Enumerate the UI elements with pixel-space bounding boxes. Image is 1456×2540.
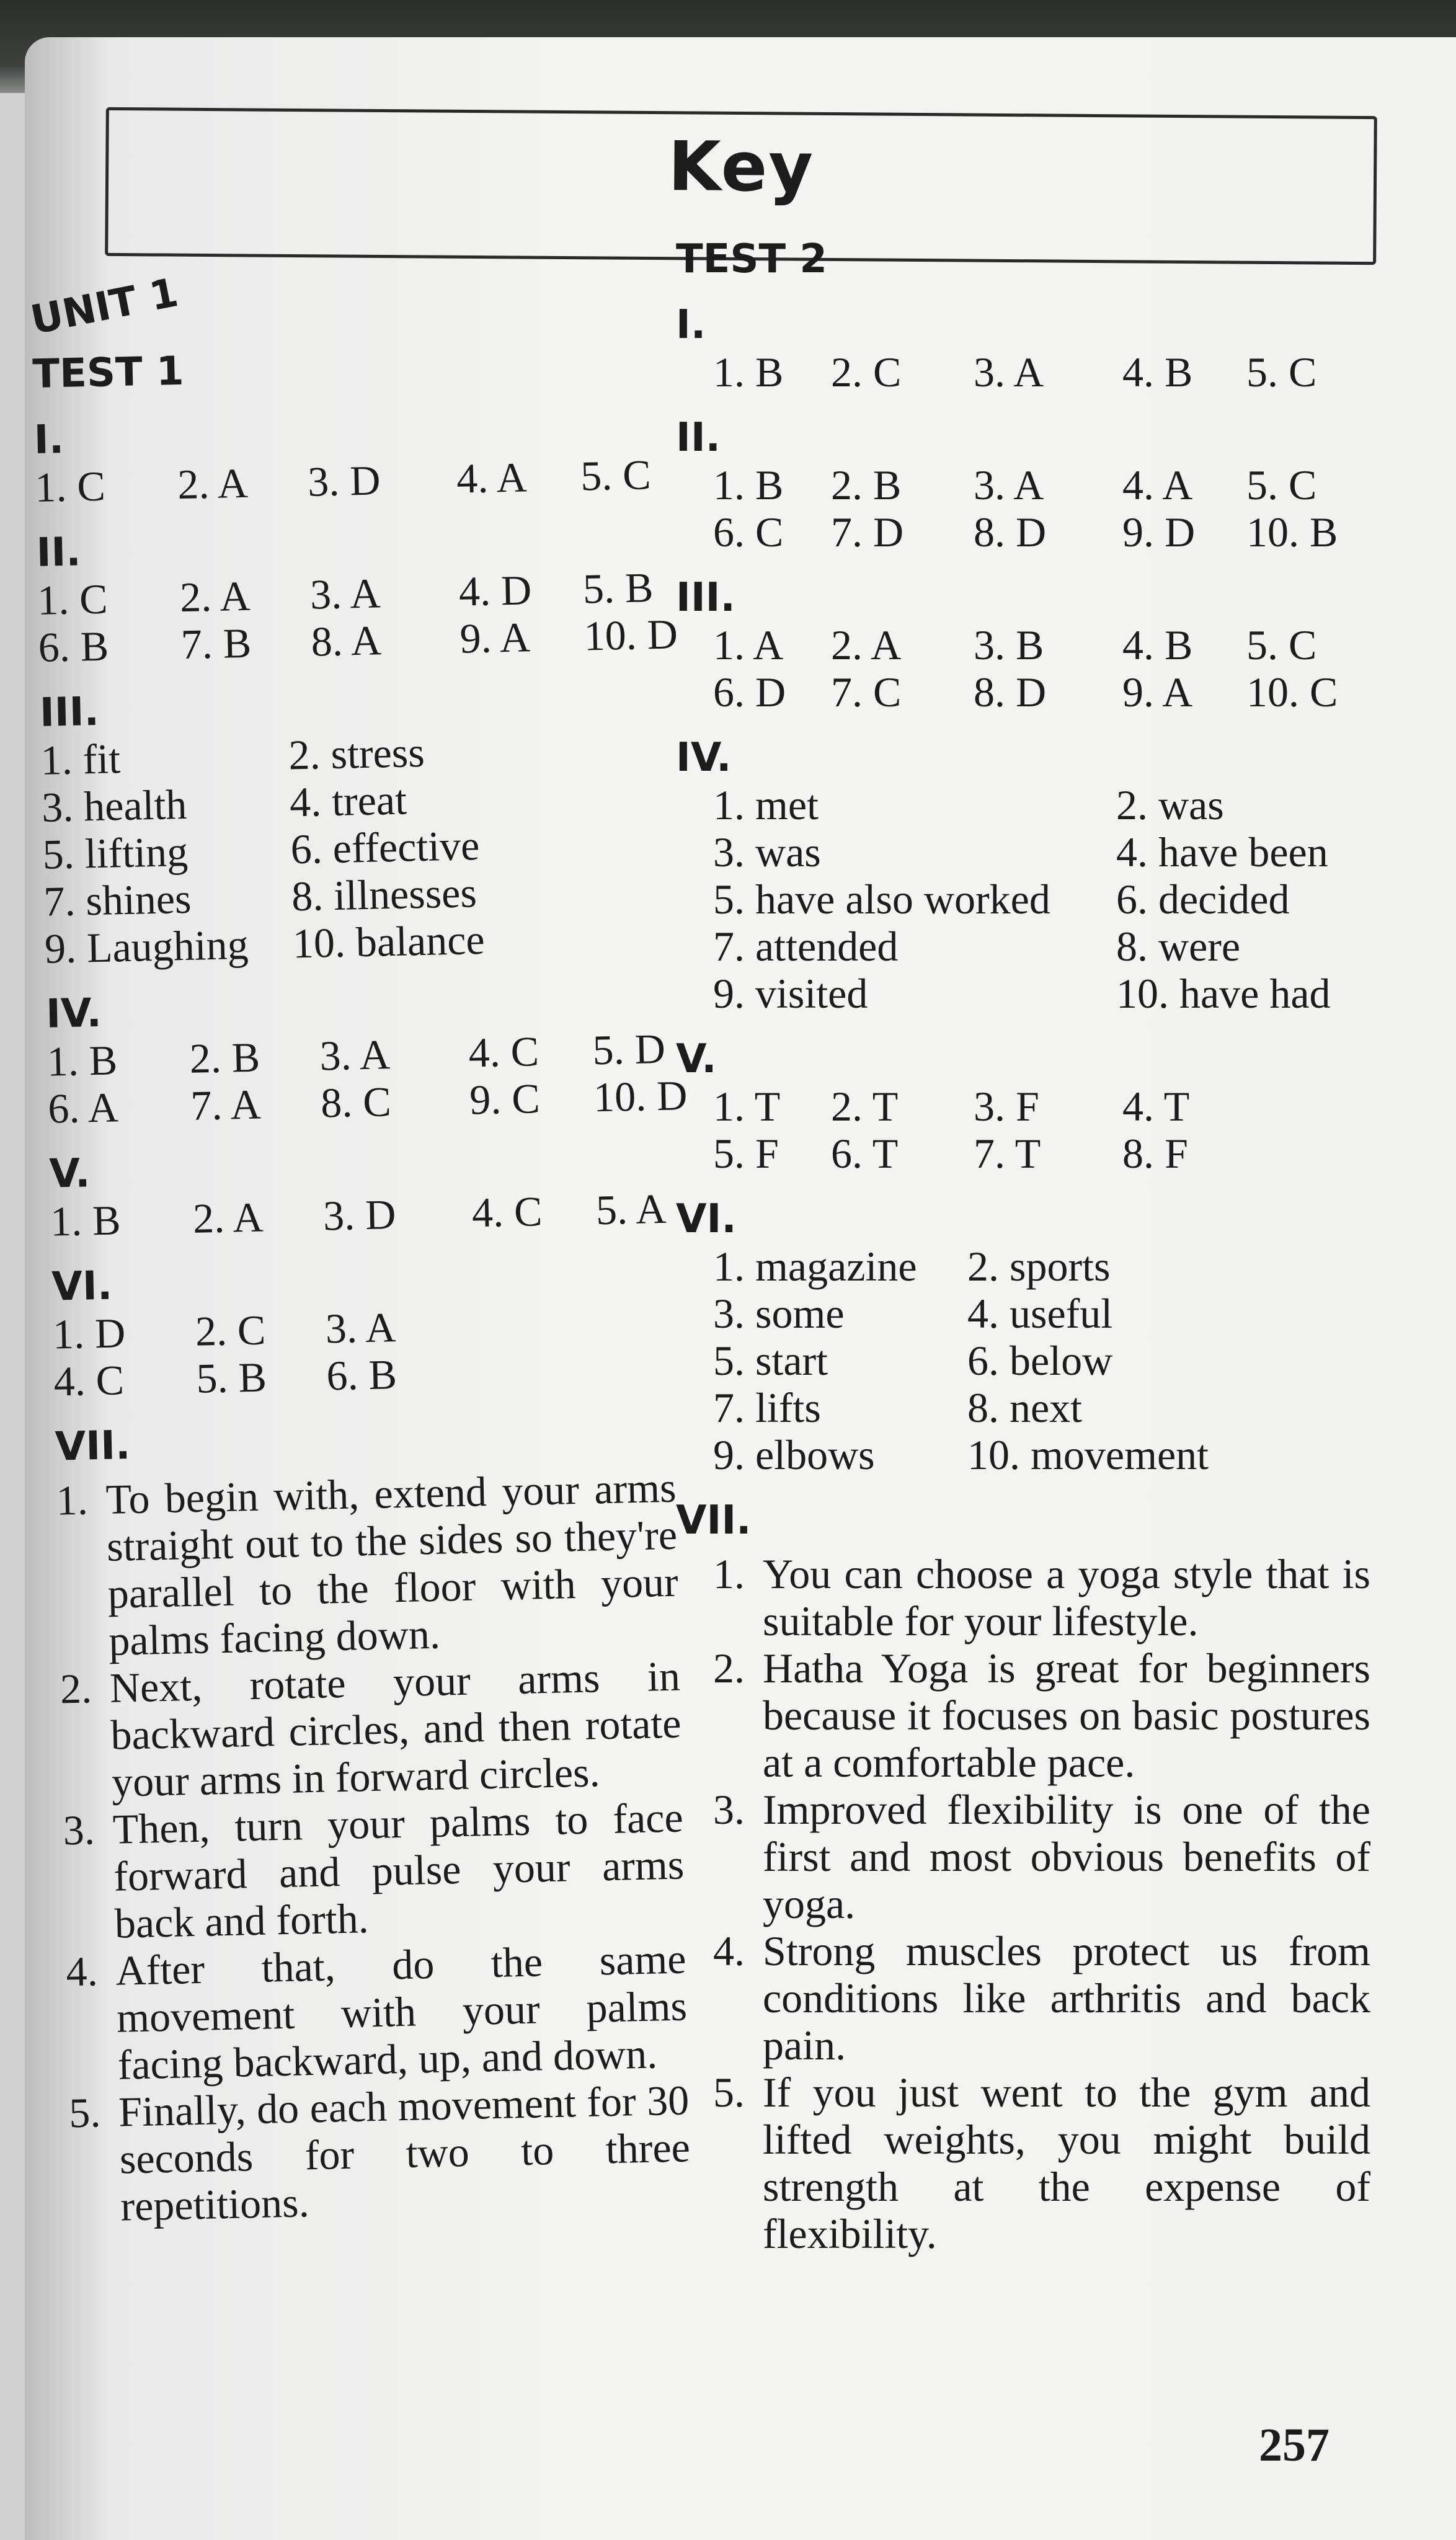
answer: 7. T	[974, 1130, 1041, 1177]
answer: 8. illnesses	[291, 869, 477, 920]
left-column	[27, 270, 691, 2231]
answer: 3. some	[713, 1290, 845, 1337]
answer: 4. A	[1122, 461, 1193, 508]
answer: 6. B	[38, 622, 109, 671]
answer: 5. F	[713, 1130, 779, 1177]
answer-row	[676, 1130, 1370, 1177]
answer: 8. D	[974, 508, 1047, 556]
answer: 7. attended	[713, 923, 899, 970]
section-heading: IV.	[45, 990, 102, 1037]
section-v	[676, 1036, 1370, 1177]
answer: 4. have been	[1116, 828, 1328, 876]
item-text: To begin with, extend your arms straight out to the sides so they're parallel to the floor with your palms facing down.	[105, 1463, 679, 1664]
answer: 1. T	[713, 1083, 781, 1130]
answer: 4. C	[53, 1356, 125, 1405]
item-number: 2.	[713, 1645, 745, 1692]
answer: 6. decided	[1116, 876, 1290, 923]
section-iv	[45, 978, 688, 1132]
answer-row	[676, 970, 1370, 1017]
answer: 6. B	[326, 1351, 397, 1400]
item-text: Finally, do each movement for 30 seconds for two to three repetitions.	[118, 2076, 691, 2230]
answer: 3. F	[974, 1083, 1039, 1130]
answer: 5. C	[1246, 349, 1317, 396]
answer-row	[676, 1243, 1370, 1290]
item-text: Strong muscles protect us from conditions like arthritis and back pain.	[763, 1927, 1370, 2069]
answer: 4. T	[1122, 1083, 1190, 1130]
answer: 8. next	[967, 1384, 1083, 1431]
answer: 5. B	[195, 1353, 267, 1402]
answer: 1. B	[50, 1196, 122, 1245]
answer: 4. useful	[967, 1290, 1113, 1337]
answer: 9. visited	[713, 970, 868, 1017]
item-number: 4.	[713, 1927, 745, 1974]
section-heading: VII.	[676, 1498, 752, 1543]
answer: 3. A	[974, 461, 1044, 508]
answer: 2. A	[192, 1193, 264, 1242]
answer: 1. B	[713, 461, 784, 508]
answer: 1. magazine	[713, 1243, 917, 1290]
answer: 3. D	[307, 456, 381, 505]
answer: 4. B	[1122, 349, 1193, 396]
answer: 5. start	[713, 1337, 828, 1384]
answer: 7. shines	[43, 874, 192, 925]
answer: 9. Laughing	[44, 920, 249, 972]
item-number: 1.	[55, 1476, 89, 1524]
answer: 4. C	[468, 1028, 539, 1077]
answer: 3. was	[713, 828, 821, 876]
answer: 7. B	[180, 619, 252, 668]
answer: 5. C	[1246, 461, 1317, 508]
section-heading: VI.	[51, 1263, 113, 1310]
answer: 10. B	[1246, 508, 1338, 556]
section-heading: II.	[35, 529, 82, 576]
answer: 6. D	[713, 668, 786, 716]
list-item	[60, 1653, 683, 1807]
section-heading: III.	[39, 688, 100, 736]
answer: 5. B	[582, 564, 654, 613]
answer-row	[676, 781, 1370, 828]
section-ii	[676, 414, 1370, 556]
list-item	[66, 1935, 689, 2089]
answer: 7. D	[831, 508, 904, 556]
item-text: Then, turn your palms to face forward and pulse your arms back and forth.	[112, 1793, 685, 1947]
answer: 2. B	[831, 461, 902, 508]
list-item	[69, 2076, 692, 2231]
test-heading: TEST 1	[32, 348, 185, 397]
answer: 10. have had	[1116, 970, 1331, 1017]
answer: 8. C	[320, 1078, 392, 1127]
answer: 3. A	[974, 349, 1044, 396]
answer: 10. balance	[292, 915, 486, 967]
answer: 3. A	[325, 1303, 397, 1352]
list-item	[63, 1794, 686, 1948]
section-heading: II.	[676, 415, 721, 461]
answer: 5. D	[592, 1024, 666, 1074]
unit-heading: UNIT 1	[27, 270, 182, 344]
answer: 6. T	[831, 1130, 899, 1177]
answer: 2. A	[177, 459, 249, 508]
answer-row	[676, 668, 1370, 716]
section-vii	[676, 1497, 1370, 2257]
list-item	[56, 1464, 680, 1666]
section-vii	[55, 1411, 691, 2231]
answer: 2. C	[195, 1306, 267, 1355]
section-i	[676, 301, 1370, 396]
answer: 8. were	[1116, 923, 1241, 970]
answer: 2. T	[831, 1083, 899, 1130]
answer-row	[676, 923, 1370, 970]
answer: 8. D	[974, 668, 1047, 716]
answer: 1. A	[713, 621, 784, 668]
answer: 4. B	[1122, 621, 1193, 668]
answer: 6. C	[713, 508, 784, 556]
section-i	[33, 404, 655, 511]
answer: 10. movement	[967, 1431, 1209, 1478]
section-heading: VI.	[676, 1196, 737, 1242]
answer: 3. A	[309, 569, 381, 618]
answer: 3. B	[974, 621, 1044, 668]
page-number: 257	[1259, 2419, 1329, 2471]
item-number: 2.	[60, 1664, 92, 1713]
answer: 4. A	[456, 453, 528, 502]
answer: 8. A	[310, 616, 382, 665]
answer: 9. elbows	[713, 1431, 875, 1478]
section-vi	[676, 1196, 1370, 1478]
answer: 2. stress	[288, 728, 425, 779]
item-number: 5.	[68, 2089, 102, 2137]
answer: 5. C	[1246, 621, 1317, 668]
section-iii	[39, 677, 665, 972]
item-number: 3.	[62, 1806, 95, 1854]
section-iv	[676, 734, 1370, 1017]
section-heading: I.	[676, 302, 706, 348]
answer: 6. below	[967, 1337, 1113, 1384]
answer: 2. B	[189, 1033, 260, 1082]
section-ii	[35, 517, 678, 671]
answer: 3. A	[319, 1031, 391, 1080]
answer: 5. have also worked	[713, 876, 1050, 923]
section-heading: III.	[676, 575, 735, 621]
item-text: After that, do the same movement with your palms facing backward, up, and down.	[115, 1935, 688, 2089]
answer: 8. F	[1122, 1130, 1188, 1177]
answer: 1. met	[713, 781, 819, 828]
item-number: 3.	[713, 1786, 745, 1833]
sentence-list	[676, 1550, 1370, 2257]
answer-row	[676, 1384, 1370, 1431]
answer: 6. A	[47, 1083, 119, 1132]
answer: 2. A	[179, 572, 251, 621]
item-text: If you just went to the gym and lifted weights, you might build strength at the expense of flexibility.	[763, 2069, 1370, 2257]
answer-row	[676, 1290, 1370, 1337]
answer: 1. C	[37, 575, 109, 624]
answer: 1. D	[52, 1309, 126, 1358]
answer: 5. C	[580, 451, 652, 500]
answer: 10. C	[1246, 668, 1338, 716]
answer-row	[676, 1431, 1370, 1478]
section-v	[49, 1138, 671, 1245]
answer: 3. health	[41, 780, 188, 831]
answer: 9. A	[1122, 668, 1193, 716]
answer-row	[676, 508, 1370, 556]
section-heading: V.	[676, 1036, 717, 1082]
answer: 1. B	[713, 349, 784, 396]
answer: 9. A	[459, 613, 531, 662]
answer: 9. C	[469, 1075, 541, 1124]
answer-row	[676, 1083, 1370, 1130]
test-heading: TEST 2	[676, 236, 827, 282]
answer: 4. D	[458, 566, 532, 615]
item-text: Improved flexibility is one of the first and most obvious benefits of yoga.	[763, 1786, 1370, 1927]
page-title: Key	[667, 127, 815, 207]
item-text: You can choose a yoga style that is suitable for your lifestyle.	[763, 1550, 1370, 1645]
list-item	[713, 1927, 1370, 2069]
sentence-list	[56, 1464, 691, 2231]
section-heading: IV.	[676, 735, 732, 781]
answer: 4. treat	[289, 776, 407, 826]
list-item	[713, 2069, 1370, 2257]
answer: 6. effective	[290, 822, 481, 873]
answer-row	[676, 1337, 1370, 1384]
answer: 7. A	[190, 1080, 262, 1129]
answer: 5. A	[595, 1184, 667, 1234]
answer: 4. C	[471, 1188, 543, 1237]
answer-row	[676, 461, 1370, 508]
answer: 7. C	[831, 668, 902, 716]
answer-row	[676, 828, 1370, 876]
answer: 10. D	[593, 1072, 688, 1121]
item-text: Hatha Yoga is great for beginners because it focuses on basic postures at a comfortable pace.	[763, 1645, 1370, 1786]
item-text: Next, rotate your arms in backward circles, and then rotate your arms in forward circles.	[109, 1652, 682, 1806]
section-heading: VII.	[55, 1423, 131, 1470]
answer-row	[676, 876, 1370, 923]
right-column	[676, 236, 1370, 2257]
section-heading: I.	[33, 416, 64, 463]
section-vi	[51, 1251, 675, 1405]
answer-row	[676, 349, 1370, 396]
answer: 9. D	[1122, 508, 1196, 556]
answer: 1. B	[47, 1036, 118, 1085]
answer: 2. was	[1116, 781, 1224, 828]
item-number: 5.	[713, 2069, 745, 2116]
item-number: 4.	[65, 1947, 99, 1996]
list-item	[713, 1645, 1370, 1786]
answer: 3. D	[322, 1191, 396, 1240]
answer: 7. lifts	[713, 1384, 821, 1431]
answer: 10. D	[583, 610, 678, 660]
answer: 2. sports	[967, 1243, 1111, 1290]
answer: 2. A	[831, 621, 902, 668]
item-number: 1.	[713, 1550, 745, 1597]
list-item	[713, 1786, 1370, 1927]
answer: 1. fit	[40, 735, 121, 784]
answer: 1. C	[34, 462, 106, 511]
answer: 2. C	[831, 349, 902, 396]
list-item	[713, 1550, 1370, 1645]
section-iii	[676, 574, 1370, 716]
section-heading: V.	[48, 1150, 91, 1197]
answer: 5. lifting	[42, 827, 189, 878]
answer-row	[676, 621, 1370, 668]
